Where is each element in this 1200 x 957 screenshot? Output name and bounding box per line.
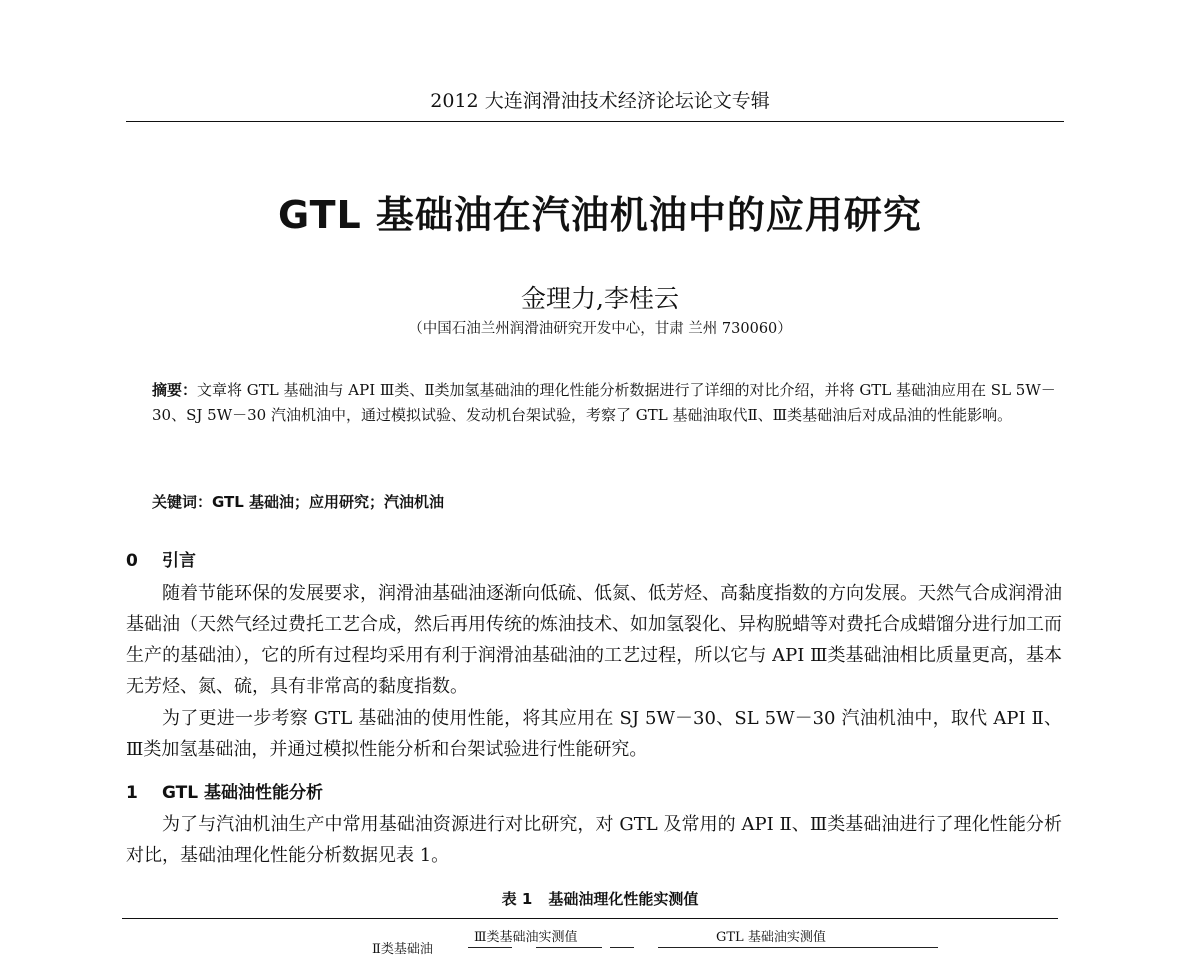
affiliation: （中国石油兰州润滑油研究开发中心，甘肃 兰州 730060） [408,321,792,337]
table-sub-rule [468,947,512,948]
header-rule [126,121,1064,122]
abstract-text: 文章将 GTL 基础油与 API Ⅲ类、Ⅱ类加氢基础油的理化性能分析数据进行了详细的对比介绍，并将 GTL 基础油应用在 SL 5W－30、SJ 5W－30 汽油机油中，通过模拟试验、发动机台架试验，考察了 GTL 基础油取代Ⅱ、Ⅲ类基础油后对成品油的性能影响。 [152,381,1056,424]
table-number: 表 1 [501,890,533,908]
paper-title: GTL 基础油在汽油机油中的应用研究 [278,193,922,237]
abstract [152,378,1062,428]
keywords: 关键词：GTL 基础油；应用研究；汽油机油 [152,493,445,511]
section-number: 1 [126,783,138,803]
table-title: 基础油理化性能实测值 [548,890,699,908]
paragraph: 为了与汽油机油生产中常用基础油资源进行对比研究，对 GTL 及常用的 API Ⅱ、Ⅲ类基础油进行了理化性能分析对比，基础油理化性能分析数据见表 1。 [126,814,1062,866]
journal-header: 2012 大连润滑油技术经济论坛论文专辑 [430,90,770,112]
table-header-group3: Ⅲ类基础油实测值 [474,930,578,945]
table-header-gtl: GTL 基础油实测值 [716,930,826,945]
section-number: 0 [126,551,138,571]
paragraph: 随着节能环保的发展要求，润滑油基础油逐渐向低硫、低氮、低芳烃、高黏度指数的方向发展。天然气合成润滑油基础油（天然气经过费托工艺合成，然后再用传统的炼油技术、如加氢裂化、异构脱蜡等对费托合成蜡馏分进行加工而生产的基础油），它的所有过程均采用有利于润滑油基础油的工艺过程，所以它与 API Ⅲ类基础油相比质量更高，基本无芳烃、氮、硫，具有非常高的黏度指数。 [126,583,1062,697]
authors: 金理力,李桂云 [521,284,679,313]
table-caption [0,888,1200,909]
section-title: GTL 基础油性能分析 [162,783,324,803]
section-heading-0 [126,546,196,571]
table-header-group2: Ⅱ类基础油 [372,942,433,957]
section-heading-1 [126,778,323,803]
section-title: 引言 [162,551,196,571]
table-sub-rule [536,947,602,948]
table-sub-rule [610,947,634,948]
table-sub-rule [658,947,938,948]
table-top-rule [122,918,1058,919]
paragraph: 为了更进一步考察 GTL 基础油的使用性能，将其应用在 SJ 5W－30、SL 5W－30 汽油机油中，取代 API Ⅱ、Ⅲ类加氢基础油，并通过模拟性能分析和台架试验进行性能研究。 [126,708,1062,760]
abstract-label: 摘要： [152,381,198,399]
